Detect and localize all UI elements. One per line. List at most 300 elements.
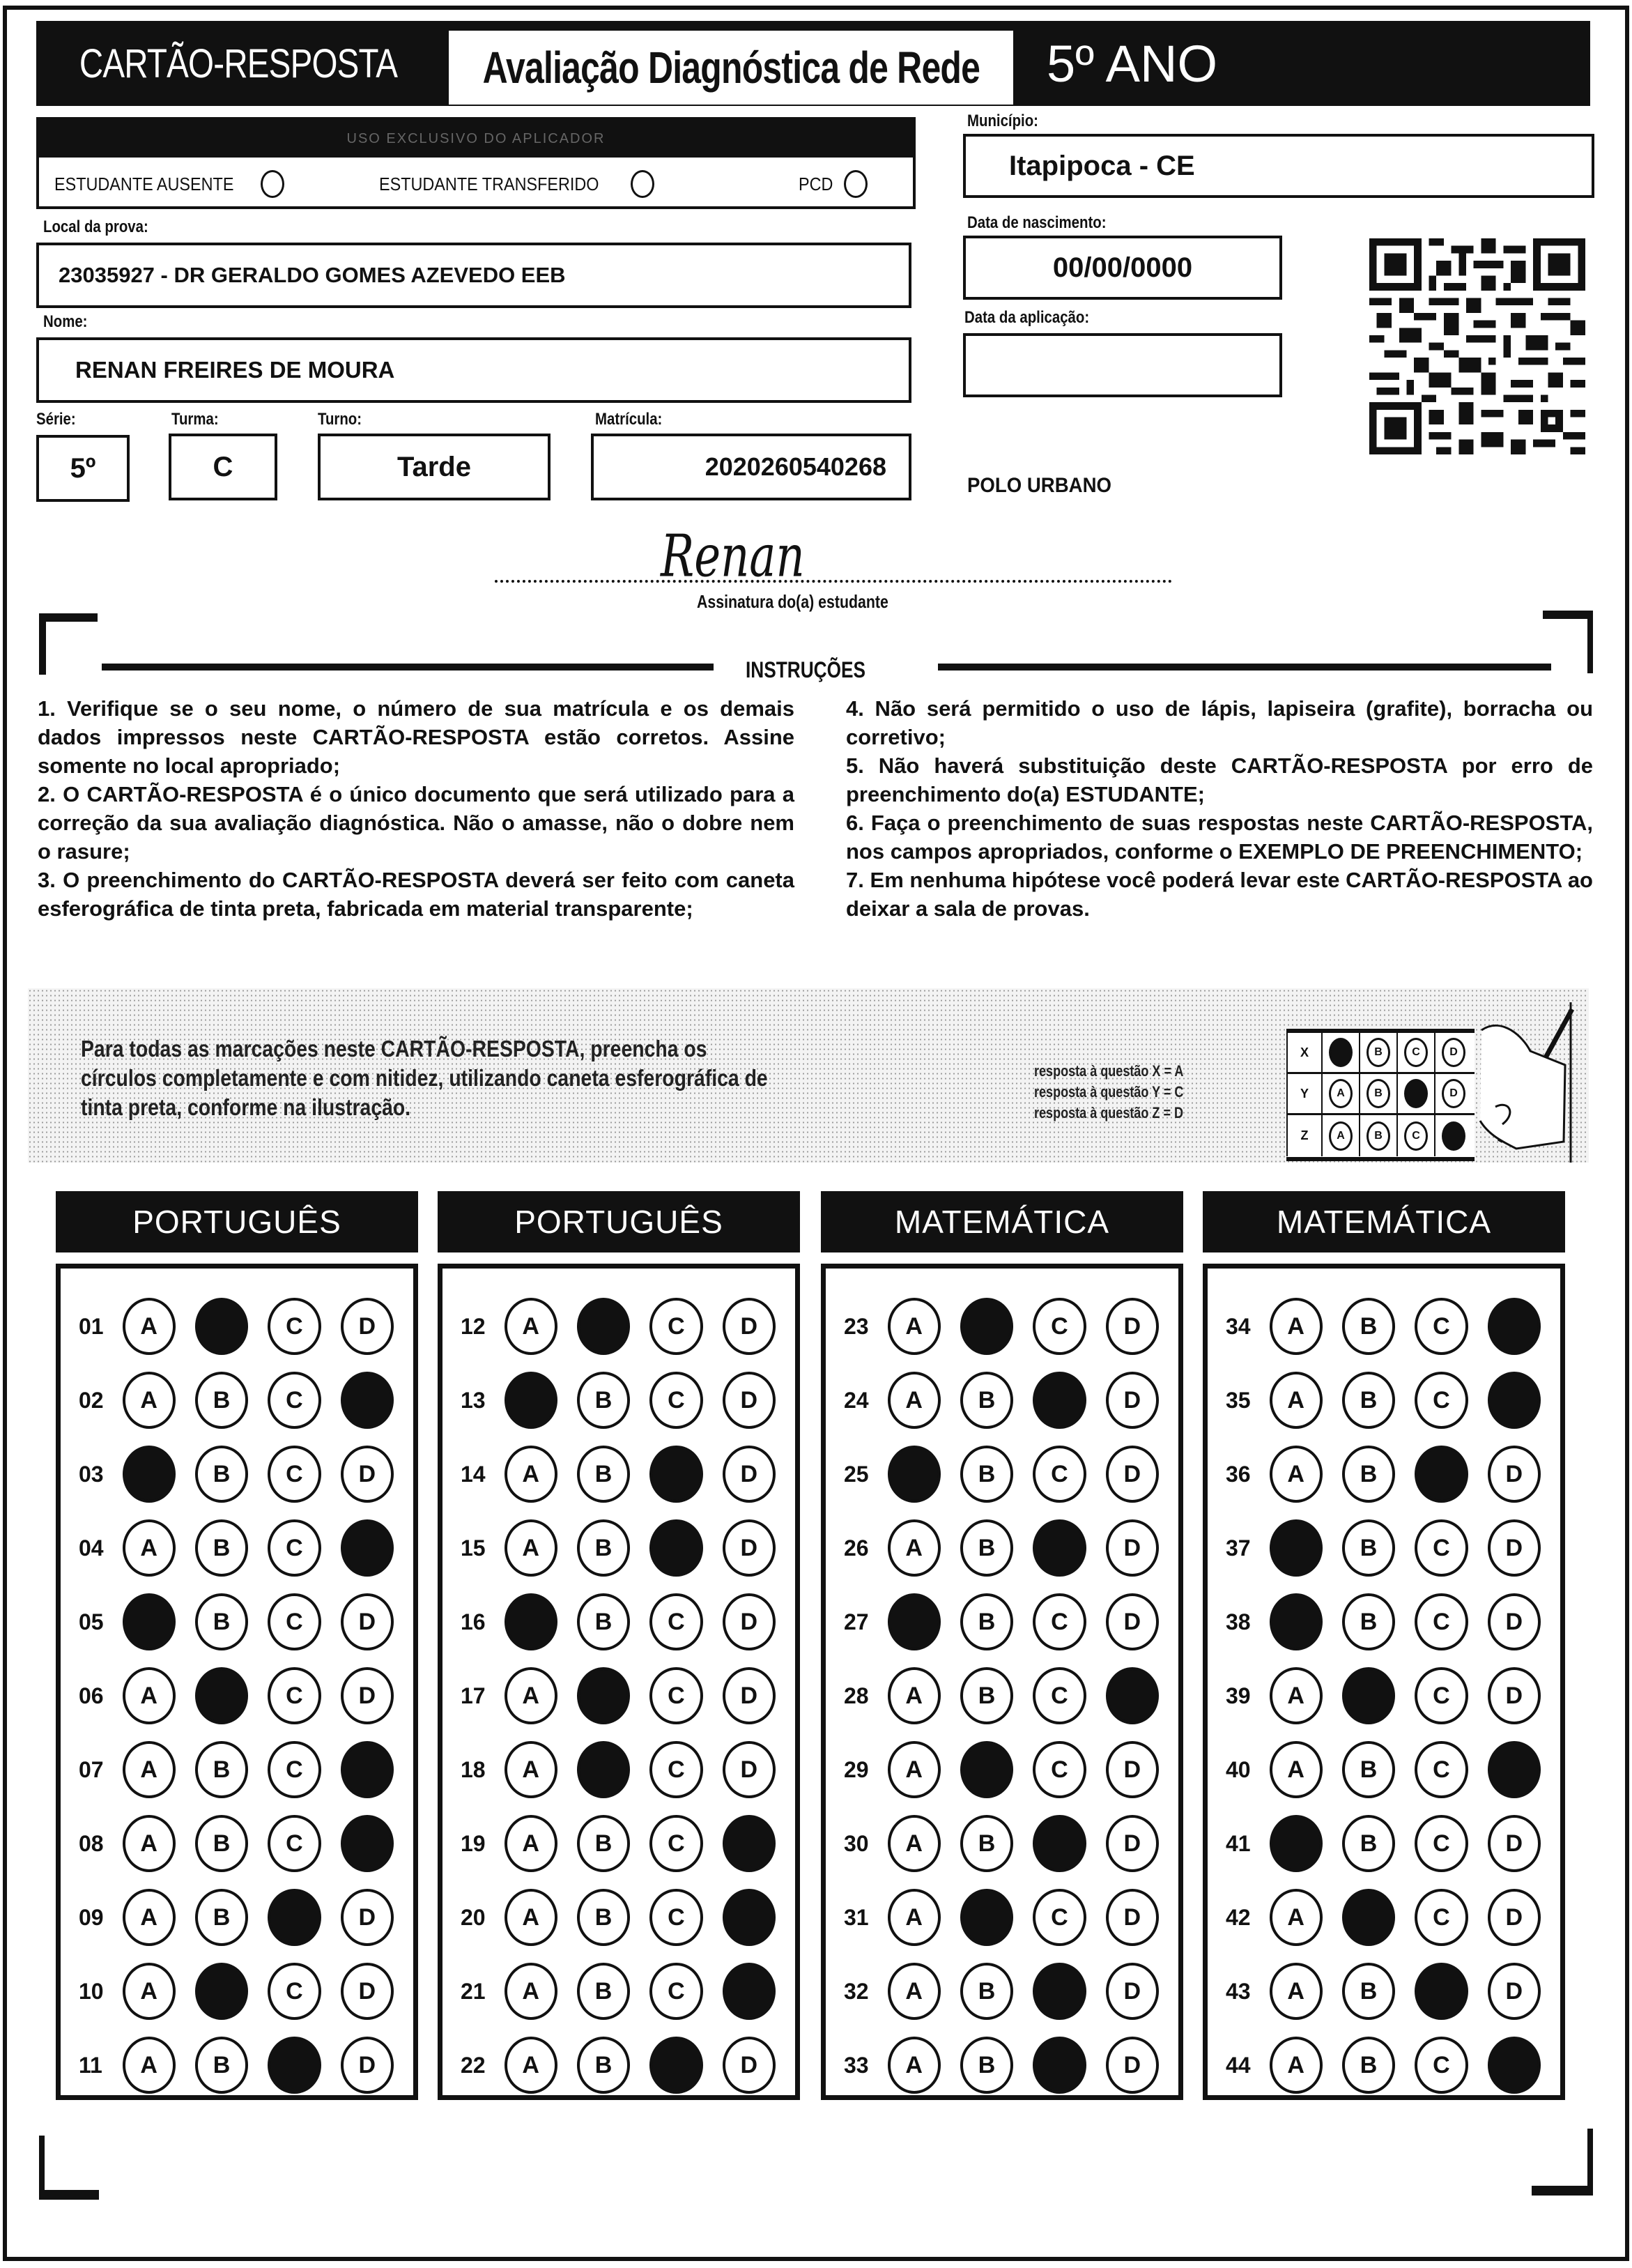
answer-bubble-c[interactable]: C — [1033, 1298, 1086, 1355]
question-row — [826, 1289, 1178, 1363]
answer-bubble-d[interactable]: D — [723, 1446, 776, 1503]
answer-bubble-c[interactable]: C — [1415, 1372, 1468, 1429]
question-number: 24 — [844, 1387, 869, 1413]
answer-bubble-b[interactable]: B — [577, 1593, 630, 1650]
instructions-rule-right — [938, 664, 1551, 671]
example-bubble-b: B — [1367, 1121, 1390, 1151]
answer-bubble-d[interactable] — [1488, 1372, 1541, 1429]
question-number: 05 — [79, 1609, 104, 1634]
answer-bubble-a[interactable]: A — [888, 1372, 941, 1429]
answer-bubble-b[interactable] — [960, 1889, 1013, 1946]
answer-bubble-b[interactable]: B — [577, 1519, 630, 1577]
answer-bubble-c[interactable] — [1033, 1963, 1086, 2020]
answer-bubble-d[interactable]: D — [341, 2037, 394, 2094]
question-number: 12 — [461, 1313, 486, 1339]
question-number: 19 — [461, 1830, 486, 1856]
answer-bubble-b[interactable]: B — [1342, 1519, 1395, 1577]
answer-bubble-c[interactable]: C — [649, 1963, 702, 2020]
answer-bubble-a[interactable]: A — [123, 1815, 176, 1872]
corner-mark-bottom-left — [39, 2136, 45, 2198]
answer-bubble-c[interactable]: C — [649, 1741, 702, 1798]
answer-bubble-b[interactable]: B — [960, 1963, 1013, 2020]
answer-bubble-d[interactable] — [341, 1372, 394, 1429]
question-row — [1208, 1659, 1560, 1733]
answer-bubble-a[interactable]: A — [123, 1889, 176, 1946]
answer-section — [1203, 1191, 1565, 2100]
answer-bubble-a[interactable]: A — [123, 1741, 176, 1798]
question-number: 35 — [1226, 1387, 1251, 1413]
matricula-field[interactable] — [591, 434, 911, 500]
absent-radio[interactable] — [261, 170, 284, 198]
question-row — [826, 1511, 1178, 1585]
question-row — [826, 1880, 1178, 1954]
answer-bubble-c[interactable]: C — [649, 1298, 702, 1355]
local-value: 23035927 - DR GERALDO GOMES AZEVEDO EEB — [59, 263, 566, 287]
answer-bubble-a[interactable] — [1270, 1519, 1323, 1577]
answer-bubble-c[interactable]: C — [649, 1667, 702, 1724]
instructions-rule-left — [102, 664, 714, 671]
turno-field[interactable] — [318, 434, 551, 500]
answer-bubble-d[interactable]: D — [1106, 1372, 1159, 1429]
example-bubble-c — [1404, 1079, 1428, 1108]
answer-bubble-d[interactable]: D — [341, 1446, 394, 1503]
question-number: 03 — [79, 1461, 104, 1487]
answer-bubble-a[interactable] — [1270, 1815, 1323, 1872]
answer-bubble-b[interactable] — [195, 1667, 248, 1724]
answer-bubble-b[interactable]: B — [195, 2037, 248, 2094]
application-date-field[interactable] — [963, 333, 1282, 397]
answer-bubble-a[interactable]: A — [505, 1963, 557, 2020]
answer-bubble-a[interactable]: A — [1270, 1889, 1323, 1946]
option-pcd[interactable] — [799, 170, 868, 198]
example-cell — [1434, 1033, 1472, 1072]
answer-bubble-d[interactable]: D — [341, 1963, 394, 2020]
answer-bubble-a[interactable]: A — [888, 1963, 941, 2020]
answer-bubble-a[interactable] — [123, 1593, 176, 1650]
question-number: 32 — [844, 1978, 869, 2004]
question-row — [442, 1437, 795, 1511]
answer-bubble-b[interactable] — [1342, 1889, 1395, 1946]
answer-bubble-b[interactable]: B — [577, 1889, 630, 1946]
answer-bubble-d[interactable]: D — [1106, 1519, 1159, 1577]
answer-bubble-d[interactable]: D — [1106, 2037, 1159, 2094]
answer-bubble-c[interactable] — [1033, 1372, 1086, 1429]
question-number: 10 — [79, 1978, 104, 2004]
municipio-field[interactable] — [963, 134, 1594, 198]
answer-bubble-d[interactable]: D — [723, 1298, 776, 1355]
answer-bubble-a[interactable]: A — [505, 1741, 557, 1798]
answer-bubble-b[interactable]: B — [960, 1667, 1013, 1724]
question-row — [61, 1289, 413, 1363]
corner-mark-top-right-h — [1543, 611, 1593, 619]
answer-bubble-d[interactable]: D — [1488, 1963, 1541, 2020]
card-title: CARTÃO-RESPOSTA — [79, 40, 398, 86]
answer-bubble-a[interactable]: A — [1270, 2037, 1323, 2094]
answer-bubble-c[interactable]: C — [1033, 1889, 1086, 1946]
question-number: 31 — [844, 1904, 869, 1930]
question-number: 17 — [461, 1683, 486, 1708]
answer-bubble-c[interactable]: C — [268, 1372, 321, 1429]
question-row — [61, 1659, 413, 1733]
answer-bubble-d[interactable] — [341, 1741, 394, 1798]
answer-bubble-a[interactable]: A — [505, 1815, 557, 1872]
answer-bubble-c[interactable]: C — [1033, 1741, 1086, 1798]
example-text: Para todas as marcações neste CARTÃO-RESPOSTA, preencha os círculos completamente e com nitidez, utilizando caneta esferográfica de tinta preta, conforme na ilustração. — [81, 1036, 768, 1120]
local-label: Local da prova: — [43, 217, 148, 236]
answer-bubble-c[interactable]: C — [1415, 1667, 1468, 1724]
question-row — [826, 1585, 1178, 1659]
question-number: 34 — [1226, 1313, 1251, 1339]
matricula-value: 2020260540268 — [705, 452, 886, 481]
answer-bubble-d[interactable] — [723, 1815, 776, 1872]
answer-bubble-b[interactable]: B — [960, 2037, 1013, 2094]
grade-title: 5º ANO — [1047, 34, 1218, 93]
question-row — [442, 1585, 795, 1659]
question-row — [1208, 1954, 1560, 2028]
example-row — [1286, 1074, 1475, 1115]
answer-bubble-b[interactable]: B — [195, 1372, 248, 1429]
answer-bubble-b[interactable]: B — [960, 1815, 1013, 1872]
question-row — [61, 1733, 413, 1807]
example-bubble-b: B — [1367, 1038, 1390, 1067]
instructions-right — [846, 694, 1593, 923]
answer-bubble-c[interactable]: C — [1033, 1593, 1086, 1650]
answer-bubble-c[interactable]: C — [1415, 1815, 1468, 1872]
answer-bubble-b[interactable]: B — [577, 1815, 630, 1872]
question-row — [61, 1807, 413, 1880]
answer-bubble-b[interactable]: B — [1342, 1372, 1395, 1429]
answer-bubble-c[interactable]: C — [1415, 1741, 1468, 1798]
answer-bubble-d[interactable]: D — [1106, 1741, 1159, 1798]
name-value: RENAN FREIRES DE MOURA — [75, 357, 395, 383]
answer-bubble-b[interactable]: B — [1342, 1593, 1395, 1650]
answer-bubble-b[interactable] — [960, 1298, 1013, 1355]
transferred-radio[interactable] — [631, 170, 654, 198]
answer-bubble-d[interactable]: D — [1488, 1889, 1541, 1946]
answer-bubble-b[interactable] — [195, 1963, 248, 2020]
answer-bubble-c[interactable] — [1033, 2037, 1086, 2094]
answer-bubble-c[interactable] — [1415, 1963, 1468, 2020]
section-body — [438, 1264, 800, 2100]
answer-bubble-d[interactable]: D — [341, 1298, 394, 1355]
answer-bubble-c[interactable] — [1033, 1519, 1086, 1577]
birthdate-field[interactable] — [963, 236, 1282, 300]
answer-bubble-d[interactable]: D — [723, 1741, 776, 1798]
section-title: MATEMÁTICA — [1203, 1191, 1565, 1252]
answer-bubble-a[interactable]: A — [888, 2037, 941, 2094]
question-row — [1208, 1733, 1560, 1807]
answer-bubble-c[interactable]: C — [1415, 1889, 1468, 1946]
serie-value: 5º — [70, 452, 96, 484]
example-question-label: Z — [1286, 1115, 1321, 1156]
answer-bubble-a[interactable]: A — [123, 2037, 176, 2094]
name-label: Nome: — [43, 312, 88, 331]
question-number: 18 — [461, 1756, 486, 1782]
answer-bubble-c[interactable]: C — [268, 1741, 321, 1798]
question-number: 36 — [1226, 1461, 1251, 1487]
answer-bubble-d[interactable]: D — [723, 1667, 776, 1724]
answer-bubble-a[interactable]: A — [1270, 1963, 1323, 2020]
answer-bubble-b[interactable]: B — [1342, 2037, 1395, 2094]
municipio-value: Itapipoca - CE — [1009, 150, 1195, 181]
answer-bubble-b[interactable] — [1342, 1667, 1395, 1724]
answer-bubble-c[interactable] — [649, 2037, 702, 2094]
municipio-label: Município: — [967, 112, 1038, 130]
exam-title: Avaliação Diagnóstica de Rede — [482, 43, 980, 93]
answer-bubble-a[interactable]: A — [123, 1372, 176, 1429]
answer-bubble-b[interactable]: B — [960, 1593, 1013, 1650]
answer-bubble-d[interactable] — [1106, 1667, 1159, 1724]
answer-bubble-d[interactable]: D — [1106, 1298, 1159, 1355]
section-title: PORTUGUÊS — [56, 1191, 418, 1252]
answer-bubble-a[interactable]: A — [1270, 1372, 1323, 1429]
answer-bubble-b[interactable]: B — [960, 1446, 1013, 1503]
turma-field[interactable] — [169, 434, 277, 500]
answer-bubble-d[interactable] — [341, 1519, 394, 1577]
answer-bubble-b[interactable]: B — [960, 1372, 1013, 1429]
question-row — [61, 1880, 413, 1954]
question-row — [826, 1733, 1178, 1807]
answer-bubble-d[interactable]: D — [1488, 1667, 1541, 1724]
answer-bubble-a[interactable]: A — [888, 1298, 941, 1355]
pcd-radio[interactable] — [844, 170, 868, 198]
answer-bubble-b[interactable]: B — [577, 1963, 630, 2020]
answer-bubble-d[interactable]: D — [723, 1593, 776, 1650]
exam-title-box — [449, 31, 1013, 105]
question-row — [442, 1289, 795, 1363]
answer-bubble-c[interactable]: C — [268, 1446, 321, 1503]
question-number: 25 — [844, 1461, 869, 1487]
serie-field[interactable] — [36, 435, 130, 502]
answer-bubble-c[interactable]: C — [1415, 1593, 1468, 1650]
example-bubble-b: B — [1367, 1079, 1390, 1108]
answer-bubble-a[interactable]: A — [123, 1667, 176, 1724]
example-cell — [1359, 1033, 1396, 1072]
answer-bubble-a[interactable] — [123, 1446, 176, 1503]
answer-bubble-b[interactable]: B — [195, 1815, 248, 1872]
answer-bubble-a[interactable] — [888, 1593, 941, 1650]
answer-bubble-a[interactable] — [1270, 1593, 1323, 1650]
answer-bubble-c[interactable]: C — [268, 1519, 321, 1577]
example-cell — [1434, 1074, 1472, 1113]
question-row — [826, 1954, 1178, 2028]
question-row — [442, 1659, 795, 1733]
signature-line[interactable] — [495, 580, 1172, 583]
answer-bubble-c[interactable] — [268, 1889, 321, 1946]
answer-bubble-b[interactable]: B — [195, 1519, 248, 1577]
answer-bubble-a[interactable]: A — [505, 1298, 557, 1355]
answer-bubble-b[interactable] — [195, 1298, 248, 1355]
legend-item: resposta à questão X = A — [1034, 1062, 1184, 1080]
answer-bubble-a[interactable]: A — [505, 1519, 557, 1577]
answer-bubble-b[interactable]: B — [1342, 1741, 1395, 1798]
answer-bubble-d[interactable]: D — [1488, 1519, 1541, 1577]
answer-bubble-c[interactable] — [649, 1446, 702, 1503]
answer-bubble-c[interactable] — [268, 2037, 321, 2094]
answer-section — [821, 1191, 1183, 2100]
question-row — [442, 2028, 795, 2102]
answer-bubble-d[interactable]: D — [1106, 1593, 1159, 1650]
example-bubble-d — [1442, 1121, 1465, 1151]
name-field[interactable] — [36, 337, 911, 403]
question-number: 42 — [1226, 1904, 1251, 1930]
answer-bubble-d[interactable]: D — [1106, 1963, 1159, 2020]
answer-bubble-b[interactable]: B — [577, 1446, 630, 1503]
section-body — [1203, 1264, 1565, 2100]
instruction-item: 4. Não será permitido o uso de lápis, lapiseira (grafite), borracha ou corretivo; — [846, 696, 1593, 749]
answer-bubble-a[interactable]: A — [123, 1298, 176, 1355]
answer-bubble-c[interactable] — [1415, 1446, 1468, 1503]
answer-bubble-b[interactable] — [960, 1741, 1013, 1798]
section-body — [56, 1264, 418, 2100]
answer-bubble-a[interactable] — [888, 1446, 941, 1503]
local-field[interactable] — [36, 243, 911, 308]
answer-bubble-b[interactable]: B — [195, 1446, 248, 1503]
birthdate-value: 00/00/0000 — [1052, 252, 1193, 283]
answer-bubble-d[interactable]: D — [1106, 1815, 1159, 1872]
answer-bubble-c[interactable]: C — [649, 1593, 702, 1650]
answer-bubble-d[interactable]: D — [723, 1372, 776, 1429]
answer-section — [56, 1191, 418, 2100]
answer-bubble-c[interactable]: C — [1415, 1298, 1468, 1355]
question-row — [61, 1585, 413, 1659]
option-absent[interactable] — [54, 170, 284, 198]
example-cell — [1396, 1115, 1434, 1156]
answer-bubble-d[interactable]: D — [1488, 1593, 1541, 1650]
answer-bubble-a[interactable]: A — [888, 1889, 941, 1946]
answer-bubble-a[interactable]: A — [1270, 1741, 1323, 1798]
answer-bubble-d[interactable]: D — [341, 1667, 394, 1724]
option-label: ESTUDANTE TRANSFERIDO — [379, 173, 599, 194]
example-bubble-c: C — [1404, 1121, 1428, 1151]
answer-bubble-a[interactable]: A — [505, 1667, 557, 1724]
answer-bubble-d[interactable] — [1488, 1741, 1541, 1798]
answer-bubble-a[interactable]: A — [888, 1741, 941, 1798]
option-transferred[interactable] — [379, 170, 654, 198]
answer-bubble-d[interactable]: D — [723, 2037, 776, 2094]
question-number: 37 — [1226, 1535, 1251, 1561]
question-number: 23 — [844, 1313, 869, 1339]
question-row — [826, 1363, 1178, 1437]
answer-bubble-b[interactable] — [577, 1741, 630, 1798]
answer-bubble-a[interactable]: A — [505, 2037, 557, 2094]
answer-bubble-b[interactable]: B — [1342, 1298, 1395, 1355]
corner-mark-top-left — [39, 613, 46, 675]
answer-bubble-b[interactable] — [577, 1298, 630, 1355]
example-bubble-a — [1329, 1038, 1353, 1067]
legend-item: resposta à questão Y = C — [1034, 1083, 1184, 1101]
answer-bubble-c[interactable]: C — [268, 1667, 321, 1724]
answer-bubble-a[interactable] — [505, 1593, 557, 1650]
answer-bubble-a[interactable] — [505, 1372, 557, 1429]
example-cell — [1434, 1115, 1472, 1156]
question-row — [442, 1880, 795, 1954]
question-row — [442, 1733, 795, 1807]
answer-bubble-d[interactable] — [723, 1889, 776, 1946]
answer-bubble-a[interactable]: A — [123, 1519, 176, 1577]
question-row — [826, 1807, 1178, 1880]
question-number: 26 — [844, 1535, 869, 1561]
question-row — [1208, 1511, 1560, 1585]
answer-bubble-c[interactable]: C — [1415, 2037, 1468, 2094]
answer-bubble-b[interactable] — [577, 1667, 630, 1724]
corner-mark-bottom-right-h — [1532, 2186, 1593, 2196]
answer-bubble-d[interactable]: D — [1106, 1889, 1159, 1946]
question-row — [1208, 1437, 1560, 1511]
answer-bubble-c[interactable]: C — [649, 1889, 702, 1946]
answer-bubble-d[interactable]: D — [341, 1889, 394, 1946]
question-row — [61, 1363, 413, 1437]
answer-bubble-b[interactable]: B — [960, 1519, 1013, 1577]
answer-bubble-d[interactable] — [341, 1815, 394, 1872]
answer-bubble-a[interactable]: A — [888, 1815, 941, 1872]
answer-bubble-c[interactable]: C — [1415, 1519, 1468, 1577]
answer-bubble-a[interactable]: A — [505, 1889, 557, 1946]
answer-bubble-b[interactable]: B — [1342, 1815, 1395, 1872]
answer-bubble-c[interactable]: C — [268, 1815, 321, 1872]
answer-bubble-c[interactable]: C — [1033, 1446, 1086, 1503]
answer-bubble-a[interactable]: A — [1270, 1298, 1323, 1355]
signature-label: Assinatura do(a) estudante — [697, 591, 888, 612]
answer-bubble-d[interactable]: D — [1106, 1446, 1159, 1503]
answer-bubble-d[interactable] — [1488, 2037, 1541, 2094]
answer-bubble-c[interactable] — [1033, 1815, 1086, 1872]
example-cell — [1396, 1033, 1434, 1072]
answer-bubble-a[interactable]: A — [1270, 1667, 1323, 1724]
answer-bubble-b[interactable]: B — [577, 2037, 630, 2094]
answer-bubble-a[interactable]: A — [888, 1667, 941, 1724]
answer-bubble-c[interactable]: C — [268, 1593, 321, 1650]
answer-bubble-d[interactable]: D — [341, 1593, 394, 1650]
instruction-item: 7. Em nenhuma hipótese você poderá levar este CARTÃO-RESPOSTA ao deixar a sala de provas. — [846, 868, 1593, 921]
question-number: 02 — [79, 1387, 104, 1413]
example-bubble-d: D — [1442, 1038, 1465, 1067]
answer-bubble-b[interactable]: B — [1342, 1963, 1395, 2020]
question-number: 09 — [79, 1904, 104, 1930]
answer-bubble-b[interactable]: B — [577, 1372, 630, 1429]
example-bubble-a: A — [1329, 1079, 1353, 1108]
answer-bubble-b[interactable]: B — [195, 1593, 248, 1650]
answer-bubble-d[interactable] — [1488, 1298, 1541, 1355]
answer-bubble-d[interactable]: D — [1488, 1815, 1541, 1872]
question-row — [442, 1807, 795, 1880]
answer-bubble-d[interactable]: D — [723, 1519, 776, 1577]
answer-bubble-c[interactable]: C — [268, 1298, 321, 1355]
answer-section — [438, 1191, 800, 2100]
answer-bubble-d[interactable] — [723, 1963, 776, 2020]
hand-with-pen-icon — [1475, 1002, 1579, 1163]
answer-bubble-c[interactable] — [649, 1519, 702, 1577]
answer-bubble-d[interactable]: D — [1488, 1446, 1541, 1503]
question-row — [61, 1954, 413, 2028]
answer-bubble-b[interactable]: B — [195, 1889, 248, 1946]
answer-bubble-c[interactable]: C — [649, 1372, 702, 1429]
example-cell — [1321, 1074, 1359, 1113]
answer-bubble-a[interactable]: A — [1270, 1446, 1323, 1503]
answer-bubble-c[interactable]: C — [649, 1815, 702, 1872]
question-number: 15 — [461, 1535, 486, 1561]
answer-bubble-a[interactable]: A — [888, 1519, 941, 1577]
answer-bubble-a[interactable]: A — [505, 1446, 557, 1503]
question-number: 39 — [1226, 1683, 1251, 1708]
answer-bubble-c[interactable]: C — [268, 1963, 321, 2020]
answer-bubble-c[interactable]: C — [1033, 1667, 1086, 1724]
answer-bubble-b[interactable]: B — [1342, 1446, 1395, 1503]
answer-bubble-b[interactable]: B — [195, 1741, 248, 1798]
question-number: 29 — [844, 1756, 869, 1782]
answer-bubble-a[interactable]: A — [123, 1963, 176, 2020]
question-number: 07 — [79, 1756, 104, 1782]
